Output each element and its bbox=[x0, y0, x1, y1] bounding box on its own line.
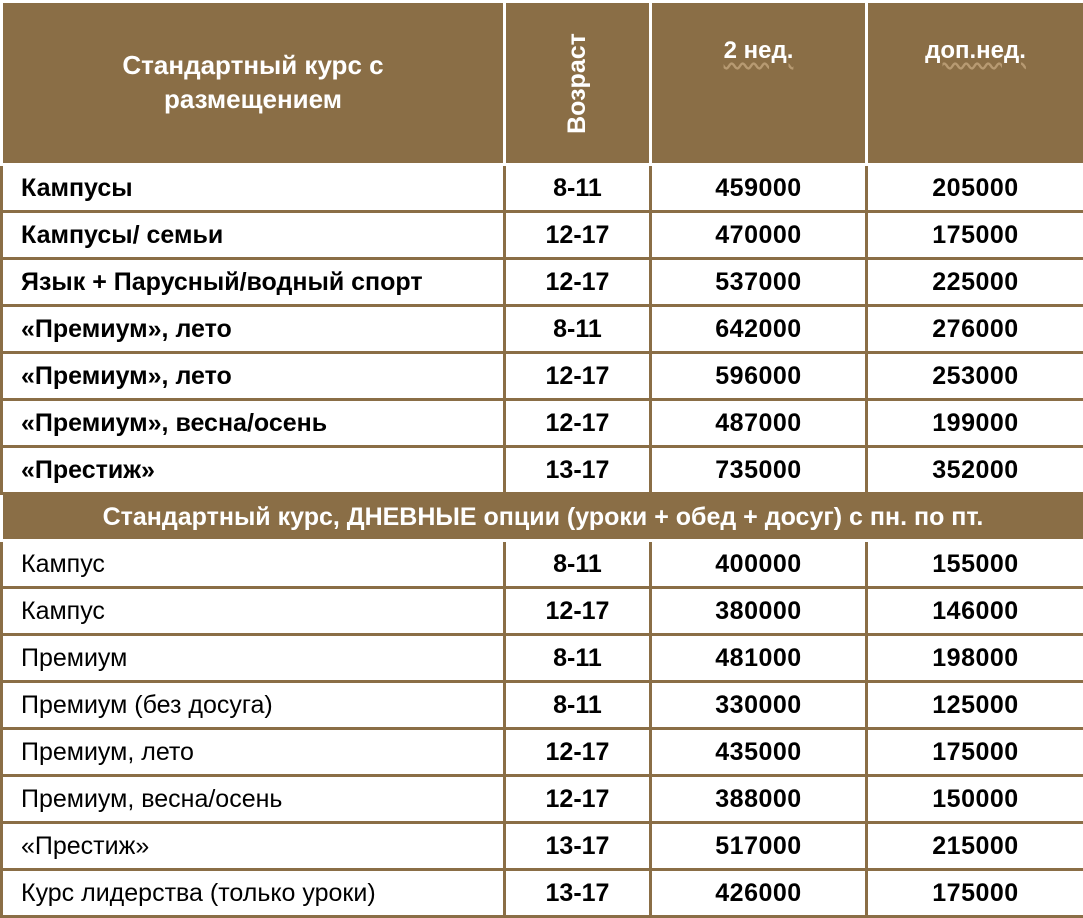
row-extra-week-price: 253000 bbox=[867, 353, 1083, 400]
header-extra-week bbox=[867, 2, 1083, 165]
row-age: 8-11 bbox=[505, 541, 651, 588]
row-age: 12-17 bbox=[505, 588, 651, 635]
row-age: 12-17 bbox=[505, 400, 651, 447]
row-course-name: Кампусы/ семьи bbox=[2, 212, 505, 259]
row-two-weeks-price: 470000 bbox=[651, 212, 867, 259]
header-row bbox=[2, 2, 1083, 165]
table-row bbox=[2, 729, 1083, 776]
row-age: 13-17 bbox=[505, 447, 651, 494]
table-row bbox=[2, 259, 1083, 306]
header-age bbox=[505, 2, 651, 165]
row-extra-week-price: 150000 bbox=[867, 776, 1083, 823]
row-course-name: «Премиум», лето bbox=[2, 353, 505, 400]
row-extra-week-price: 175000 bbox=[867, 870, 1083, 917]
row-two-weeks-price: 596000 bbox=[651, 353, 867, 400]
row-extra-week-price: 276000 bbox=[867, 306, 1083, 353]
row-course-name: Премиум, весна/осень bbox=[2, 776, 505, 823]
header-two-weeks bbox=[651, 2, 867, 165]
row-course-name: «Престиж» bbox=[2, 823, 505, 870]
row-two-weeks-price: 487000 bbox=[651, 400, 867, 447]
row-age: 12-17 bbox=[505, 259, 651, 306]
row-two-weeks-price: 435000 bbox=[651, 729, 867, 776]
table-row bbox=[2, 682, 1083, 729]
table-row bbox=[2, 635, 1083, 682]
row-age: 8-11 bbox=[505, 165, 651, 212]
header-age-label: Возраст bbox=[563, 33, 592, 134]
row-extra-week-price: 225000 bbox=[867, 259, 1083, 306]
header-two-weeks-label: 2 нед. bbox=[724, 37, 794, 65]
header-course-name: Стандартный курс с размещением bbox=[2, 2, 505, 165]
row-extra-week-price: 205000 bbox=[867, 165, 1083, 212]
section-title: Стандартный курс, ДНЕВНЫЕ опции (уроки + обед + досуг) с пн. по пт. bbox=[2, 494, 1083, 541]
table-header bbox=[2, 2, 1083, 165]
row-course-name: «Премиум», лето bbox=[2, 306, 505, 353]
row-two-weeks-price: 380000 bbox=[651, 588, 867, 635]
row-two-weeks-price: 400000 bbox=[651, 541, 867, 588]
table-row bbox=[2, 541, 1083, 588]
row-age: 12-17 bbox=[505, 776, 651, 823]
row-course-name: «Престиж» bbox=[2, 447, 505, 494]
table-row bbox=[2, 306, 1083, 353]
row-course-name: Премиум (без досуга) bbox=[2, 682, 505, 729]
row-course-name: Язык + Парусный/водный спорт bbox=[2, 259, 505, 306]
header-extra-week-label: доп.нед. bbox=[925, 37, 1026, 65]
row-course-name: Кампус bbox=[2, 541, 505, 588]
table-row bbox=[2, 212, 1083, 259]
table-row bbox=[2, 823, 1083, 870]
row-age: 8-11 bbox=[505, 635, 651, 682]
row-extra-week-price: 146000 bbox=[867, 588, 1083, 635]
row-extra-week-price: 175000 bbox=[867, 212, 1083, 259]
row-extra-week-price: 155000 bbox=[867, 541, 1083, 588]
table-row bbox=[2, 588, 1083, 635]
table-row bbox=[2, 447, 1083, 494]
row-course-name: «Премиум», весна/осень bbox=[2, 400, 505, 447]
row-two-weeks-price: 517000 bbox=[651, 823, 867, 870]
row-age: 8-11 bbox=[505, 306, 651, 353]
row-age: 8-11 bbox=[505, 682, 651, 729]
table-row bbox=[2, 776, 1083, 823]
row-age: 12-17 bbox=[505, 353, 651, 400]
table-row bbox=[2, 353, 1083, 400]
row-extra-week-price: 352000 bbox=[867, 447, 1083, 494]
row-extra-week-price: 198000 bbox=[867, 635, 1083, 682]
row-extra-week-price: 125000 bbox=[867, 682, 1083, 729]
row-course-name: Кампус bbox=[2, 588, 505, 635]
row-two-weeks-price: 330000 bbox=[651, 682, 867, 729]
section-header-row bbox=[2, 494, 1083, 541]
row-extra-week-price: 199000 bbox=[867, 400, 1083, 447]
row-two-weeks-price: 426000 bbox=[651, 870, 867, 917]
row-two-weeks-price: 388000 bbox=[651, 776, 867, 823]
row-two-weeks-price: 642000 bbox=[651, 306, 867, 353]
table-row bbox=[2, 165, 1083, 212]
table-row bbox=[2, 870, 1083, 917]
table-body bbox=[2, 165, 1083, 917]
row-age: 13-17 bbox=[505, 823, 651, 870]
row-two-weeks-price: 459000 bbox=[651, 165, 867, 212]
row-course-name: Премиум bbox=[2, 635, 505, 682]
row-age: 12-17 bbox=[505, 212, 651, 259]
row-age: 12-17 bbox=[505, 729, 651, 776]
row-extra-week-price: 175000 bbox=[867, 729, 1083, 776]
row-extra-week-price: 215000 bbox=[867, 823, 1083, 870]
row-course-name: Кампусы bbox=[2, 165, 505, 212]
table-row bbox=[2, 400, 1083, 447]
row-two-weeks-price: 481000 bbox=[651, 635, 867, 682]
row-two-weeks-price: 537000 bbox=[651, 259, 867, 306]
row-course-name: Премиум, лето bbox=[2, 729, 505, 776]
row-course-name: Курс лидерства (только уроки) bbox=[2, 870, 505, 917]
row-two-weeks-price: 735000 bbox=[651, 447, 867, 494]
row-age: 13-17 bbox=[505, 870, 651, 917]
